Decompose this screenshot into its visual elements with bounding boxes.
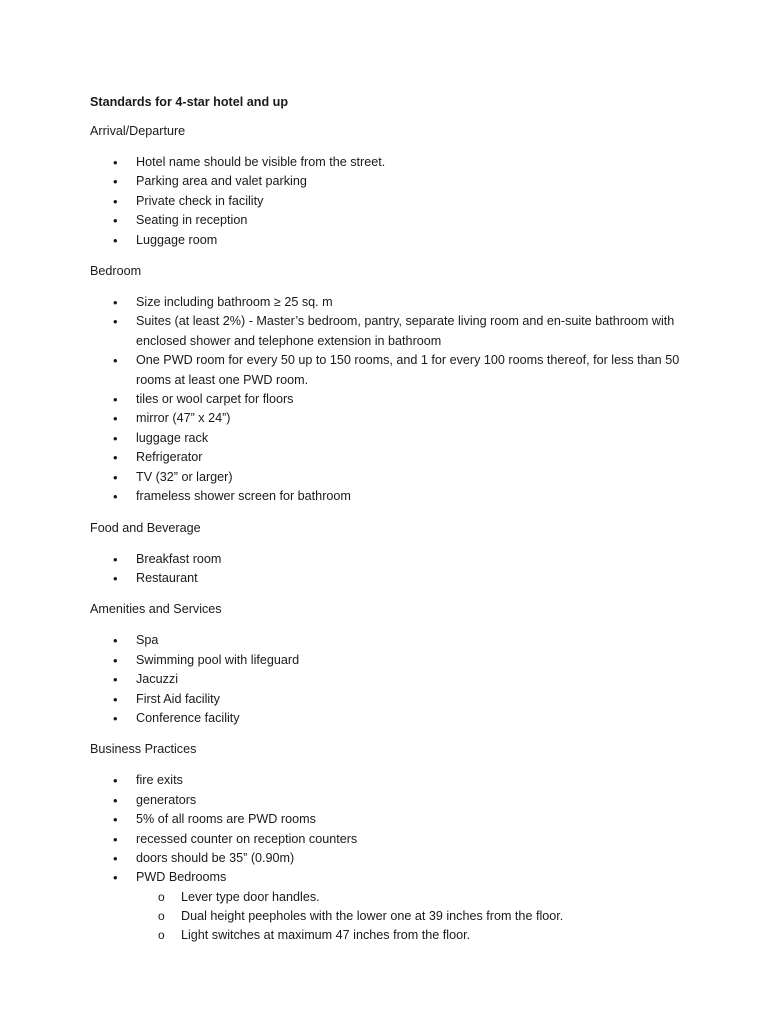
list-item: • Refrigerator: [90, 448, 690, 467]
section-heading-food-and-beverage: Food and Beverage: [90, 520, 201, 535]
list-item: • One PWD room for every 50 up to 150 rooms, and 1 for every 100 rooms thereof, for less than 50 rooms at least one PWD room.: [90, 351, 690, 390]
list-item: • Seating in reception: [90, 211, 690, 230]
food-and-beverage-list: [90, 550, 690, 589]
list-item: • 5% of all rooms are PWD rooms: [90, 810, 690, 829]
sub-list-item: o Dual height peepholes with the lower one at 39 inches from the floor.: [90, 907, 690, 926]
bedroom-list: [90, 293, 690, 506]
list-item: • Swimming pool with lifeguard: [90, 651, 690, 670]
list-item: • Size including bathroom ≥ 25 sq. m: [90, 293, 690, 312]
list-item: • Luggage room: [90, 231, 690, 250]
document-body: [90, 94, 690, 945]
section-heading-amenities-and-services: Amenities and Services: [90, 602, 222, 617]
list-item: • Breakfast room: [90, 550, 690, 569]
list-item: • recessed counter on reception counters: [90, 830, 690, 849]
list-item: • generators: [90, 791, 690, 810]
list-item: • mirror (47” x 24”): [90, 409, 690, 428]
amenities-and-services-list: [90, 631, 690, 728]
list-item: • Hotel name should be visible from the street.: [90, 153, 690, 172]
list-item: • Conference facility: [90, 709, 690, 728]
list-item: • Private check in facility: [90, 192, 690, 211]
pwd-bedrooms-sublist: [136, 888, 690, 946]
section-heading-business-practices: Business Practices: [90, 742, 197, 757]
list-item: • Parking area and valet parking: [90, 172, 690, 191]
list-item: • tiles or wool carpet for floors: [90, 390, 690, 409]
list-item: • frameless shower screen for bathroom: [90, 487, 690, 506]
list-item: • TV (32” or larger): [90, 468, 690, 487]
section-heading-arrival-departure: Arrival/Departure: [90, 124, 186, 138]
list-item: • luggage rack: [90, 429, 690, 448]
list-item: • Restaurant: [90, 569, 690, 588]
arrival-departure-list: [90, 153, 690, 250]
list-item: • Jacuzzi: [90, 670, 690, 689]
section-heading-bedroom: Bedroom: [90, 264, 142, 279]
list-item: • fire exits: [90, 771, 690, 790]
document-title: Standards for 4-star hotel and up: [90, 95, 289, 109]
list-item: • PWD Bedrooms: [90, 868, 690, 887]
list-item: • Spa: [90, 631, 690, 650]
list-item: • Suites (at least 2%) - Master’s bedroom, pantry, separate living room and en-suite bathroom with enclosed shower and telephone extension in bathroom: [90, 312, 690, 351]
list-item: • First Aid facility: [90, 690, 690, 709]
sub-list-item: o Lever type door handles.: [90, 888, 690, 907]
business-practices-list: [90, 771, 690, 887]
list-item: • doors should be 35” (0.90m): [90, 849, 690, 868]
sub-list-item: o Light switches at maximum 47 inches from the floor.: [90, 926, 690, 945]
